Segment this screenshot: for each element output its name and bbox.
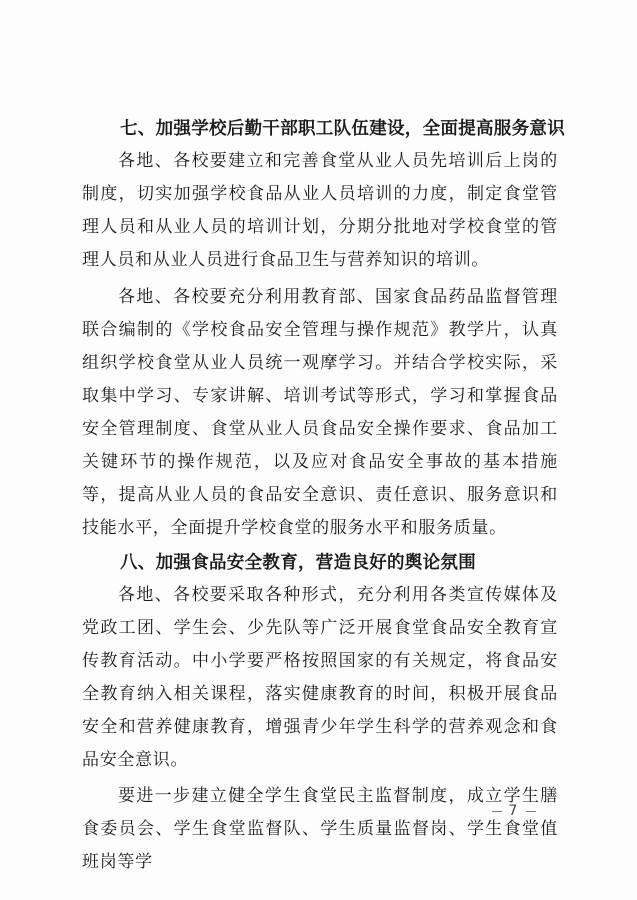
page-number-right-dash (526, 811, 536, 812)
document-body (82, 113, 565, 879)
section-8-paragraph-1: 各地、各校要采取各种形式，充分利用各类宣传媒体及党政工团、学生会、少先队等广泛开展食堂食品安全教育宣传教育活动。中小学要严格按照国家的有关规定，将食品安全教育纳入相关课程，落实健康教育的时间，积极开展食品安全和营养健康教育，增强青少年学生科学的营养观念和食品安全意识。 (82, 585, 558, 770)
page-number-value: 7 (508, 803, 520, 819)
section-7-heading: 七、加强学校后勤干部职工队伍建设，全面提高服务意识 (120, 119, 565, 139)
section-7-paragraph-1: 各地、各校要建立和完善食堂从业人员先培训后上岗的制度，切实加强学校食品从业人员培训的力度，制定食堂管理人员和从业人员的培训计划，分期分批地对学校食堂的管理人员和从业人员进行食品卫生与营养知识的培训。 (82, 151, 558, 270)
section-7-paragraph-2: 各地、各校要充分利用教育部、国家食品药品监督管理联合编制的《学校食品安全管理与操作规范》教学片，认真组织学校食堂从业人员统一观摩学习。并结合学校实际，采取集中学习、专家讲解、培训考试等形式，学习和掌握食品安全管理制度、食堂从业人员食品安全操作要求、食品加工关键环节的操作规范，以及应对食品安全事故的基本措施等，提高从业人员的食品安全意识、责任意识、服务意识和技能水平，全面提升学校食堂的服务水平和服务质量。 (82, 287, 558, 538)
section-8-paragraph-2: 要进一步建立健全学生食堂民主监督制度，成立学生膳食委员会、学生食堂监督队、学生质量监督岗、学生食堂值班岗等学 (82, 786, 558, 872)
section-8-heading: 八、加强食品安全教育，营造良好的舆论氛围 (120, 553, 476, 573)
page-number (492, 803, 536, 819)
page-number-left-dash (492, 811, 502, 812)
